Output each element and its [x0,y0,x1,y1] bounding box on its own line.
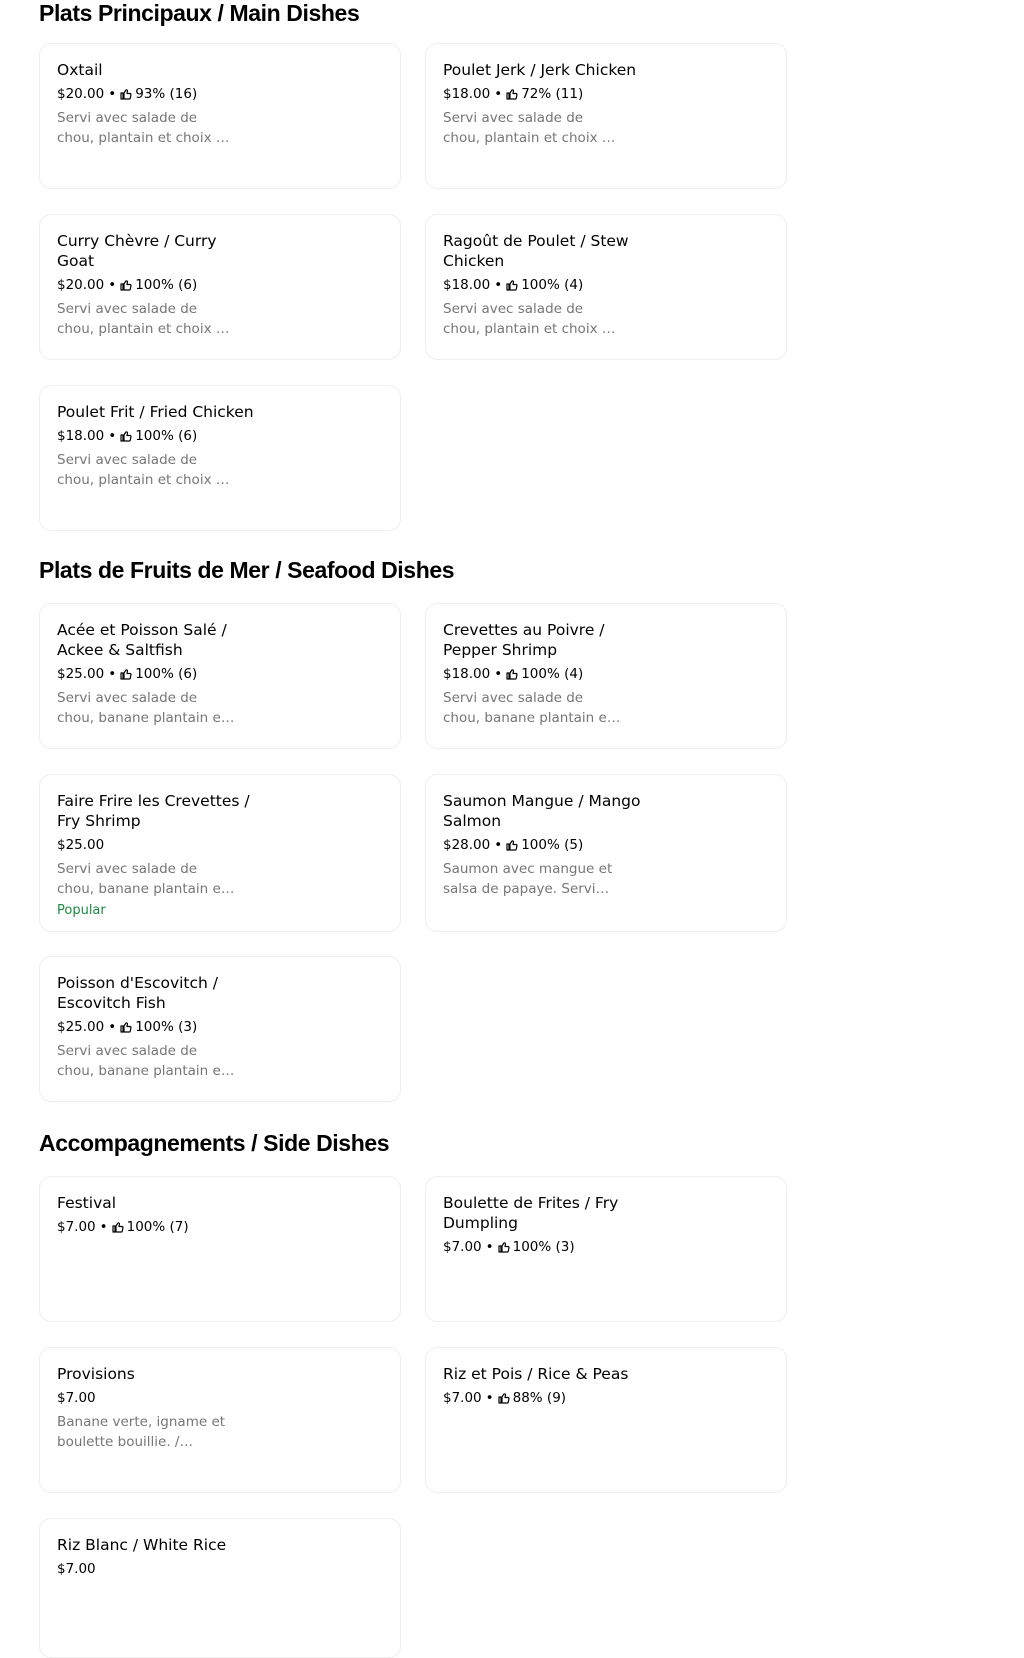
menu-item-card[interactable] [425,603,787,749]
menu-item-rating: 100% (6) [135,277,198,293]
menu-item-body [443,60,643,148]
menu-item-meta [57,426,257,446]
menu-item-meta [443,1388,643,1408]
menu-item-body [57,973,257,1081]
section-side-dishes [39,1130,787,1577]
menu-item-price: $25.00 [57,666,105,682]
menu-item-card[interactable] [39,1176,401,1322]
thumbs-up-icon [498,1241,510,1253]
menu-item-name: Festival [57,1194,117,1212]
menu-item-rating: 100% (3) [512,1239,575,1255]
menu-item-description: Servi avec salade de chou, banane plantain et [57,861,227,897]
menu-item-meta [443,1237,643,1257]
separator-dot: • [494,837,503,853]
menu-item-name: Faire Frire les Crevettes / Fry Shrimp [57,792,250,830]
menu-item-description: Servi avec salade de chou, plantain et choix de [443,110,619,146]
menu-item-rating: 88% (9) [512,1390,567,1406]
menu-item-card[interactable] [425,1176,787,1322]
menu-item-rating: 100% (6) [135,428,198,444]
menu-item-rating: 93% (16) [135,86,198,102]
menu-item-description: Servi avec salade de chou, banane plantain et [57,1043,227,1079]
menu-item-meta [57,1388,257,1408]
menu-item-name: Crevettes au Poivre / Pepper Shrimp [443,621,605,659]
menu-item-name: Acée et Poisson Salé / Ackee & Saltfish [57,621,227,659]
separator-dot: • [108,86,117,102]
separator-dot: • [108,428,117,444]
menu-item-meta [57,275,257,295]
menu-item-card[interactable] [425,774,787,932]
separator-dot: • [494,666,503,682]
menu-item-price: $25.00 [57,837,105,853]
thumbs-up-icon [112,1221,124,1233]
separator-dot: • [108,1019,117,1035]
menu-item-price: $7.00 [57,1561,96,1577]
popular-badge: Popular [57,903,106,918]
separator-dot: • [108,666,117,682]
menu-item-meta [443,84,643,104]
menu-item-meta [57,1559,257,1579]
menu-item-rating: 72% (11) [521,86,584,102]
menu-item-body [57,791,257,921]
menu-item-description: Servi avec salade de chou, plantain et choix de [443,301,619,337]
menu-item-rating: 100% (3) [135,1019,198,1035]
thumbs-up-icon [506,668,518,680]
separator-dot: • [108,277,117,293]
menu-item-body [57,620,257,728]
menu-item-price: $18.00 [57,428,105,444]
menu-item-name: Curry Chèvre / Curry Goat [57,232,217,270]
menu-item-name: Poulet Jerk / Jerk Chicken [443,61,637,79]
menu-item-description: Servi avec salade de chou, banane plantain et [443,690,613,726]
menu-item-description: Servi avec salade de chou, plantain et choix de [57,452,233,488]
menu-item-card[interactable] [39,43,401,189]
menu-item-card[interactable] [39,214,401,360]
menu-item-price: $7.00 [443,1390,482,1406]
menu-item-price: $18.00 [443,277,491,293]
thumbs-up-icon [120,668,132,680]
section-title: Accompagnements / Side Dishes [39,1130,390,1156]
menu-item-rating: 100% (4) [521,277,584,293]
menu-item-price: $20.00 [57,86,105,102]
menu-item-card[interactable] [425,1347,787,1493]
menu-item-card[interactable] [425,43,787,189]
menu-item-body [443,231,643,339]
menu-item-card[interactable] [39,956,401,1102]
menu-item-name: Oxtail [57,61,103,79]
menu-item-meta [57,664,257,684]
menu-item-name: Ragoût de Poulet / Stew Chicken [443,232,629,270]
thumbs-up-icon [120,88,132,100]
thumbs-up-icon [120,1021,132,1033]
separator-dot: • [485,1239,494,1255]
thumbs-up-icon [506,88,518,100]
menu-item-description: Servi avec salade de chou, plantain et choix de [57,301,233,337]
menu-item-body [57,1193,257,1237]
menu-item-body [57,60,257,148]
menu-item-meta [57,1017,257,1037]
menu-item-meta [57,1217,257,1237]
menu-item-description: Saumon avec mangue et salsa de papaye. Servi [443,861,613,897]
menu-item-body [443,1364,643,1408]
menu-item-rating: 100% (5) [521,837,584,853]
menu-item-body [443,1193,643,1257]
menu-item-body [57,231,257,339]
menu-item-description: Servi avec salade de chou, banane plantain et [57,690,227,726]
thumbs-up-icon [506,279,518,291]
menu-item-name: Provisions [57,1365,135,1383]
menu-item-card[interactable] [39,774,401,932]
menu-item-rating: 100% (4) [521,666,584,682]
thumbs-up-icon [498,1392,510,1404]
menu-item-body [443,620,643,728]
menu-item-body [57,402,257,490]
menu-item-description: Servi avec salade de chou, plantain et choix de [57,110,233,146]
thumbs-up-icon [120,279,132,291]
separator-dot: • [494,277,503,293]
menu-item-card[interactable] [39,1518,401,1658]
separator-dot: • [485,1390,494,1406]
section-main-dishes [39,0,787,488]
menu-item-meta [57,835,257,855]
menu-item-meta [443,275,643,295]
menu-item-body [443,791,643,899]
menu-item-name: Saumon Mangue / Mango Salmon [443,792,641,830]
menu-item-rating: 100% (7) [126,1219,189,1235]
menu-item-price: $25.00 [57,1019,105,1035]
menu-item-name: Poulet Frit / Fried Chicken [57,403,254,421]
section-title: Plats Principaux / Main Dishes [39,0,360,26]
menu-item-price: $7.00 [57,1219,96,1235]
menu-item-description: Banane verte, igname et boulette bouillie. / [57,1414,226,1450]
separator-dot: • [99,1219,108,1235]
menu-item-card[interactable] [425,214,787,360]
section-seafood-dishes [39,557,787,1079]
menu-item-price: $7.00 [443,1239,482,1255]
menu-item-name: Riz et Pois / Rice & Peas [443,1365,629,1383]
menu-item-price: $28.00 [443,837,491,853]
menu-item-meta [443,835,643,855]
menu-item-card[interactable] [39,385,401,531]
separator-dot: • [494,86,503,102]
menu-item-meta [443,664,643,684]
thumbs-up-icon [120,430,132,442]
menu-item-price: $7.00 [57,1390,96,1406]
menu-item-price: $18.00 [443,666,491,682]
menu-item-name: Poisson d'Escovitch / Escovitch Fish [57,974,218,1012]
menu-item-rating: 100% (6) [135,666,198,682]
thumbs-up-icon [506,839,518,851]
menu-item-meta [57,84,257,104]
menu-item-name: Riz Blanc / White Rice [57,1536,227,1554]
menu-item-card[interactable] [39,1347,401,1493]
menu-item-price: $20.00 [57,277,105,293]
menu-item-body [57,1535,257,1579]
section-title: Plats de Fruits de Mer / Seafood Dishes [39,557,455,583]
menu-item-name: Boulette de Frites / Fry Dumpling [443,1194,619,1232]
menu-item-price: $18.00 [443,86,491,102]
menu-item-body [57,1364,257,1452]
menu-item-card[interactable] [39,603,401,749]
